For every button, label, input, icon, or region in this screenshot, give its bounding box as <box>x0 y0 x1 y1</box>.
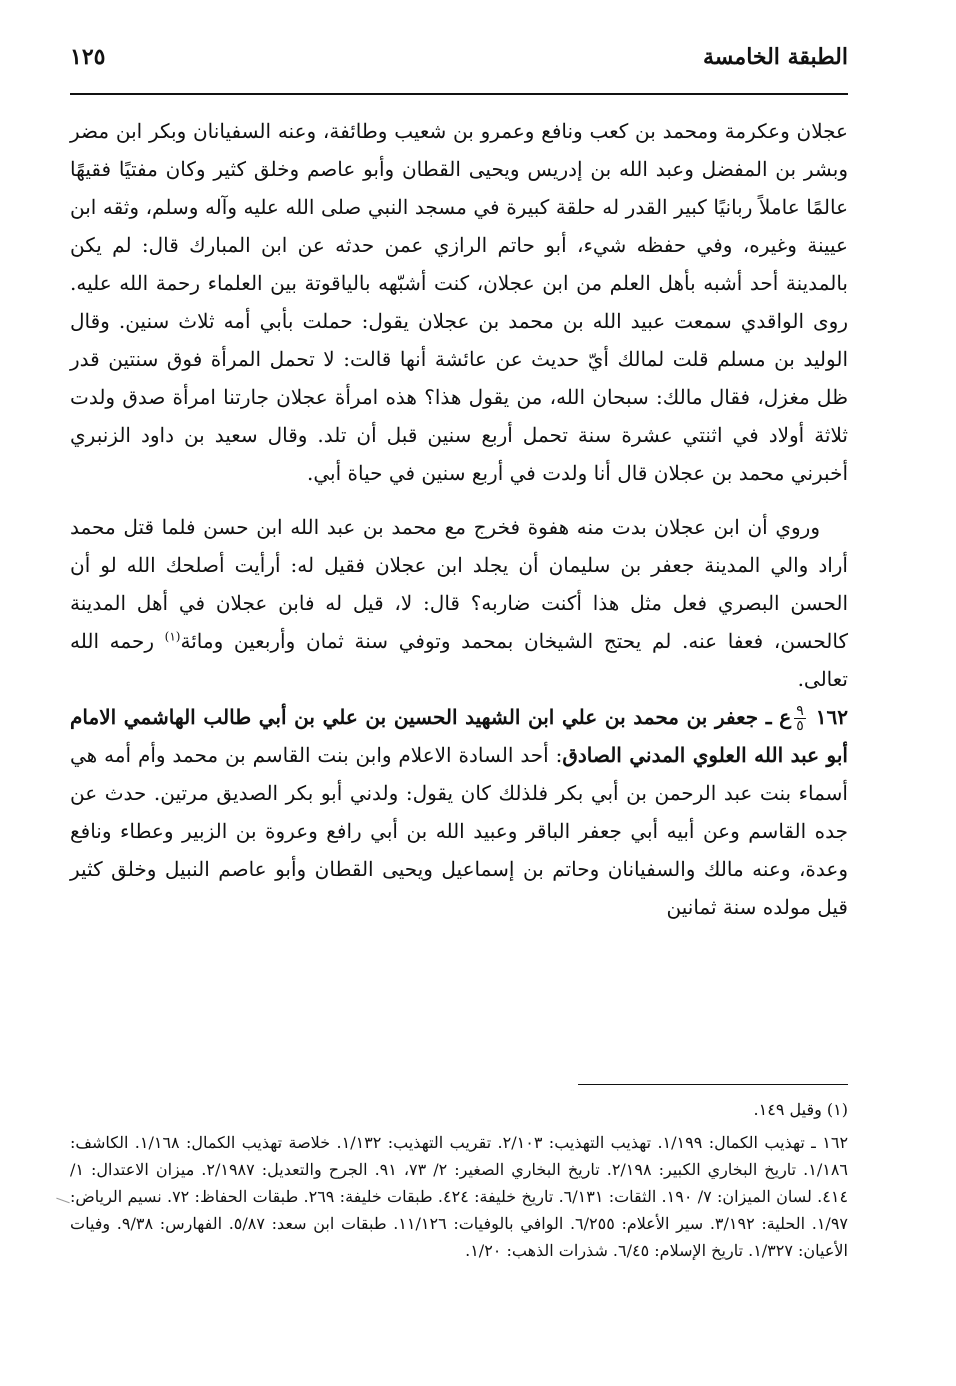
paragraph-text: وروي أن ابن عجلان بدت منه هفوة فخرج مع محمد بن عبد الله ابن حسن فلما قتل محمد أراد والي المدينة جعفر بن سليمان أن يجلد ابن عجلان فقيل له: أرأيت أصلحك الله لو أن الحسن البصري فعل مثل هذا أكنت ضاربه؟ قال: لا، قيل له فابن عجلان في أهل المدينة كالحسن، فعفا عنه. لم يحتج الشيخان بمحمد وتوفي سنة ثمان وأربعين ومائة <box>70 515 849 653</box>
tabaqa-fraction <box>794 704 806 733</box>
fraction-numerator: ٩ <box>796 703 804 719</box>
entry-heading: ـ جعفر بن محمد بن علي ابن الشهيد الحسين بن علي بن أبي طالب الهاشمي الامام أبو عبد الله العلوي المدني الصادق <box>70 705 848 767</box>
footnotes <box>70 1096 848 1264</box>
fraction-denominator: ٥ <box>796 718 804 734</box>
header-rule <box>70 93 848 95</box>
entry-text: : أحد السادة الاعلام وابن بنت القاسم بن محمد وأم أمه هي أسماء بنت عبد الرحمن بن أبي بكر فلذلك كان يقول: ولدني أبو بكر الصديق مرتين. حدث عن جده القاسم وعن أبيه أبي جعفر الباقر وعبيد الله بن أبي رافع وعروة بن الزبير وعطاء ونافع وعدة، وعنه مالك والسفيانان وحاتم بن إسماعيل ويحيى القطان وأبو عاصم النبيل وخلق كثير قيل مولده سنة ثمانين <box>70 743 849 919</box>
paragraph-ending: رحمه الله تعالى. <box>70 629 848 691</box>
entry-number: ١٦٢ <box>815 705 849 729</box>
biography-entry-162 <box>70 698 848 926</box>
footnote-rule <box>578 1084 848 1085</box>
main-text <box>70 112 848 926</box>
footnote-sources-162: ١٦٢ ـ تهذيب الكمال: ١/١٩٩. تهذيب التهذيب: ٢/١٠٣. تقريب التهذيب: ١/١٣٢. خلاصة تهذيب الكمال: ١/١٦٨. الكاشف: ١/١٨٦. تاريخ البخاري الكبير: ٢/١٩٨. تاريخ البخاري الصغير: ٢/ ٧٣، ٩١. الجرح والتعديل: ٢/١٩٨٧. ميزان الاعتدال: ١/ ٤١٤. لسان الميزان: ٧/ ١٩٠. الثقات: ٦/١٣١. تاريخ خليفة: ٤٢٤. طبقات خليفة: ٢٦٩. طبقات الحفاظ: ٧٢. نسيم الرياض: ١/٩٧. الحلية: ٣/١٩٢. سير الأعلام: ٦/٢٥٥. الوافي بالوفيات: ١١/١٢٦. طبقات ابن سعد: ٥/٨٧. الفهارس: ٩/٣٨. وفيات الأعيان: ١/٣٢٧. تاريخ الإسلام: ٦/٤٥. شذرات الذهب: ١/٢٠. <box>70 1133 849 1260</box>
page-number: ١٢٥ <box>70 44 106 70</box>
paragraph-ibn-ajlan-story <box>70 508 848 698</box>
footnote-reference[interactable]: (١) <box>164 629 181 644</box>
paragraph-ibn-ajlan-bio: عجلان وعكرمة ومحمد بن كعب ونافع وعمرو بن شعيب وطائفة، وعنه السفيانان وبكر ابن مضر وبشر بن المفضل وعبد الله بن إدريس ويحيى القطان وأبو عاصم وخلق كثير وكان مفتيًا فقيهًا عالمًا عاملاً ربانيًا كبير القدر له حلقة كبيرة في مسجد النبي صلى الله عليه وآله وسلم، وثقه ابن عيينة وغيره، وفي حفظه شيء، أبو حاتم الرازي عمن حدثه عن ابن المبارك قال: لم يكن بالمدينة أحد أشبه بأهل العلم من ابن عجلان، كنت أشبّهه بالياقوتة بين العلماء رحمة الله عليه. روى الواقدي سمعت عبيد الله بن محمد بن عجلان يقول: حملت بأبي أمه ثلاث سنين. وقال الوليد بن مسلم قلت لمالك أيّ حديث عن عائشة أنها قالت: لا تحمل المرأة فوق سنتين قدر ظل مغزل، فقال مالك: سبحان الله، من يقول هذا؟ هذه امرأة عجلان جارتنا امرأة صدق ولدت ثلاثة أولاد في اثنتي عشرة سنة تحمل أربع سنين قبل أن تلد. وقال سعيد بن داود الزنبري أخبرني محمد بن عجلان قال أنا ولدت في أربع سنين في حياة أبي. <box>70 119 848 485</box>
scan-artifact <box>56 1198 69 1204</box>
chapter-title: الطبقة الخامسة <box>702 44 848 70</box>
footnote-1: (١) وقيل ١٤٩. <box>753 1100 848 1119</box>
running-head <box>70 44 848 84</box>
entry-symbol: ع <box>779 705 792 729</box>
